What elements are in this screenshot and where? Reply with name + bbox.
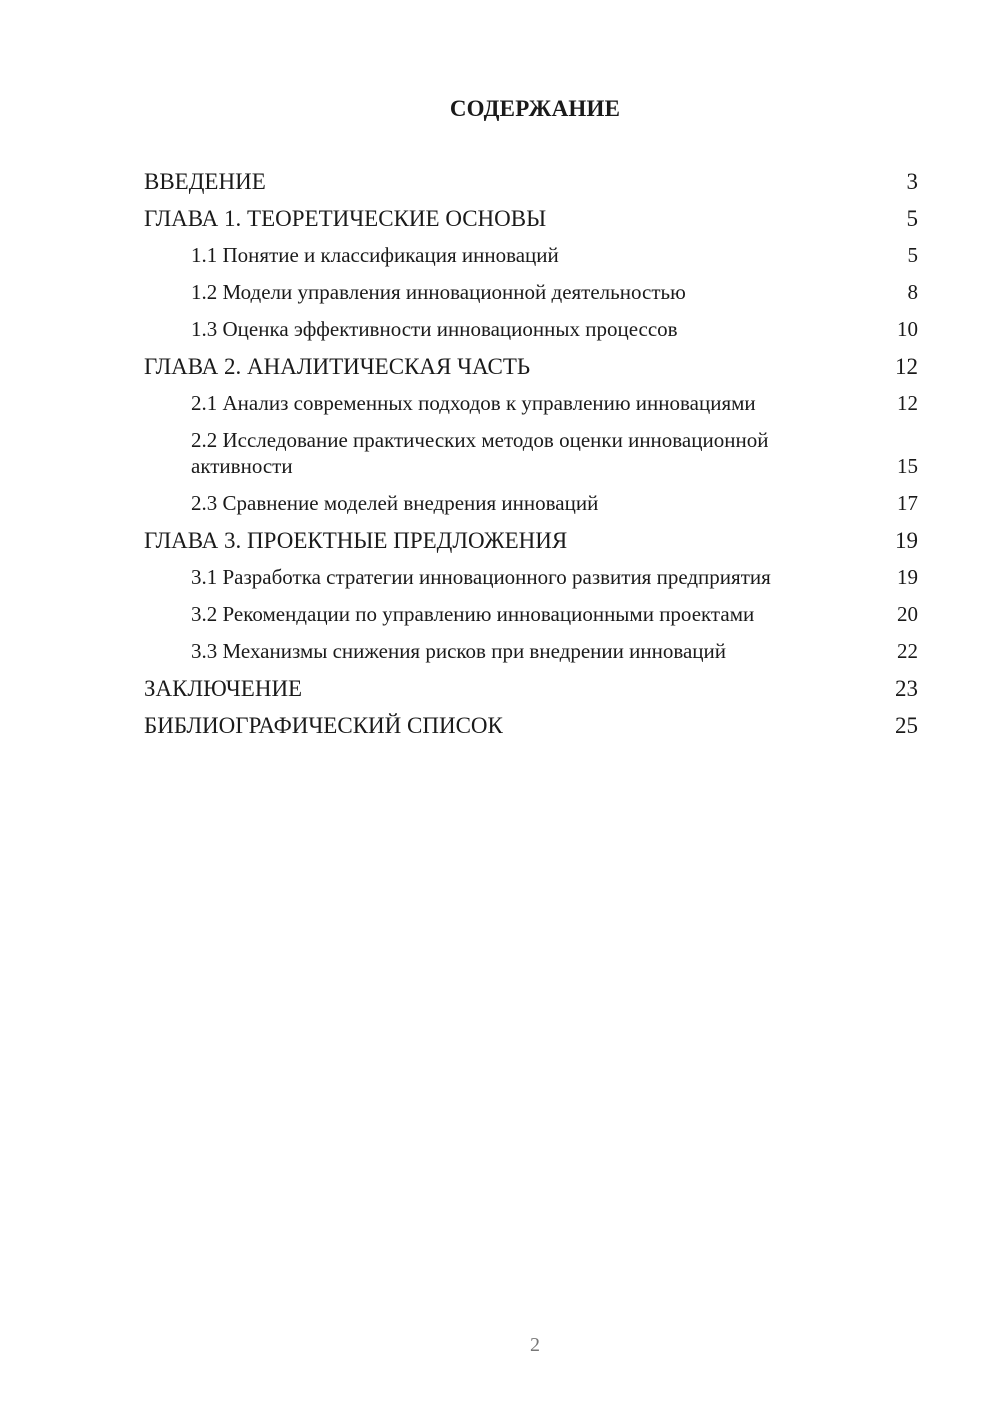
toc-entry-text: 1.1 Понятие и классификация инноваций <box>191 243 559 267</box>
toc-entry-page: 25 <box>895 713 918 738</box>
page-number: 2 <box>530 1334 540 1356</box>
toc-entry-text: ГЛАВА 2. АНАЛИТИЧЕСКАЯ ЧАСТЬ <box>144 354 531 379</box>
toc-entry-text: 2.3 Сравнение моделей внедрения инноваций <box>191 491 599 515</box>
toc-entry-page: 20 <box>897 602 918 626</box>
toc-entry-introduction[interactable] <box>144 168 918 195</box>
toc-entry-chapter-1[interactable] <box>144 205 918 232</box>
toc-entry-section-1-2[interactable] <box>144 279 918 305</box>
toc-entry-text: ВВЕДЕНИЕ <box>144 169 266 194</box>
toc-entry-bibliography[interactable] <box>144 712 918 739</box>
toc-entry-page: 5 <box>907 243 918 267</box>
toc-entry-chapter-2[interactable] <box>144 353 918 380</box>
toc-entry-page: 12 <box>897 391 918 415</box>
toc-entry-text: 3.3 Механизмы снижения рисков при внедрении инноваций <box>191 639 726 663</box>
toc-entry-text: БИБЛИОГРАФИЧЕСКИЙ СПИСОК <box>144 713 503 738</box>
toc-entry-page: 19 <box>895 528 918 553</box>
toc-entry-section-2-1[interactable] <box>144 390 918 416</box>
toc-entry-section-2-2[interactable] <box>144 427 918 479</box>
toc-entry-section-1-1[interactable] <box>144 242 918 268</box>
toc-entry-page: 17 <box>897 491 918 515</box>
toc-entry-page: 10 <box>897 317 918 341</box>
toc-entry-page: 3 <box>906 169 918 194</box>
toc-entry-page: 19 <box>897 565 918 589</box>
toc-entry-section-3-2[interactable] <box>144 601 918 627</box>
toc-entry-text: 3.2 Рекомендации по управлению инновационными проектами <box>191 602 755 626</box>
page-title: СОДЕРЖАНИЕ <box>449 96 621 121</box>
toc-entry-section-1-3[interactable] <box>144 316 918 342</box>
toc-entry-text: ГЛАВА 3. ПРОЕКТНЫЕ ПРЕДЛОЖЕНИЯ <box>144 528 568 553</box>
toc-entry-page: 8 <box>907 280 918 304</box>
toc-entry-text: 1.3 Оценка эффективности инновационных процессов <box>191 317 678 341</box>
toc-entry-text: ЗАКЛЮЧЕНИЕ <box>144 676 303 701</box>
toc-entry-text: 2.2 Исследование практических методов оценки инновационной активности <box>191 428 769 478</box>
toc-entry-text: 3.1 Разработка стратегии инновационного развития предприятия <box>191 565 771 589</box>
toc-entry-text: 2.1 Анализ современных подходов к управлению инновациями <box>191 391 756 415</box>
table-of-contents <box>144 168 918 749</box>
toc-entry-page: 5 <box>906 206 918 231</box>
toc-entry-text: ГЛАВА 1. ТЕОРЕТИЧЕСКИЕ ОСНОВЫ <box>144 206 547 231</box>
toc-entry-chapter-3[interactable] <box>144 527 918 554</box>
toc-entry-section-3-1[interactable] <box>144 564 918 590</box>
toc-entry-page: 15 <box>897 454 918 478</box>
toc-entry-text: 1.2 Модели управления инновационной деятельностью <box>191 280 686 304</box>
toc-entry-page: 23 <box>895 676 918 701</box>
toc-entry-page: 12 <box>895 354 918 379</box>
toc-entry-conclusion[interactable] <box>144 675 918 702</box>
toc-entry-page: 22 <box>897 639 918 663</box>
toc-entry-section-3-3[interactable] <box>144 638 918 664</box>
toc-entry-section-2-3[interactable] <box>144 490 918 516</box>
